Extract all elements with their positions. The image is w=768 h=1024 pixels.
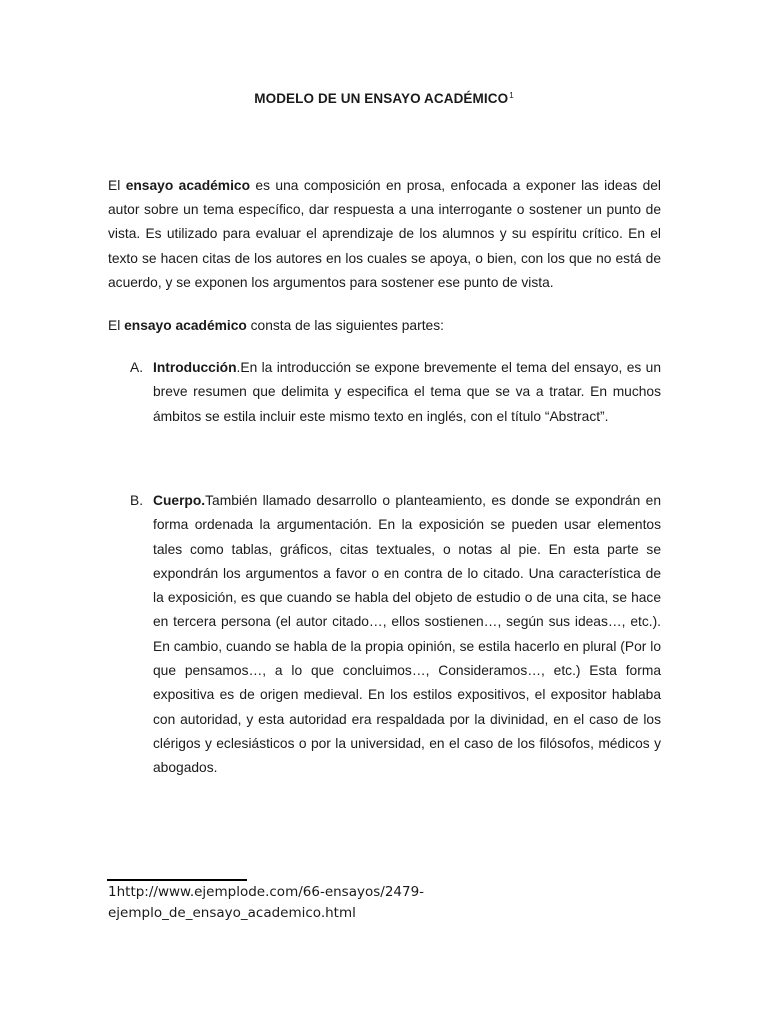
intro-lead: El xyxy=(108,178,126,193)
parts-intro-bold-term: ensayo académico xyxy=(124,318,247,333)
list-item-heading: Introducción xyxy=(153,360,237,375)
intro-bold-term: ensayo académico xyxy=(125,178,250,193)
list-item-body xyxy=(153,356,661,429)
document-title xyxy=(0,91,768,106)
title-footnote-ref: 1 xyxy=(509,91,514,100)
list-item-heading: Cuerpo. xyxy=(153,493,206,508)
list-marker: A. xyxy=(130,360,144,375)
parts-intro-body: consta de las siguientes partes: xyxy=(246,318,444,333)
list-item-text: También llamado desarrollo o planteamiento, es donde se expondrán en forma ordenada la argumentación. En la exposición se pueden usar elementos tales como tablas, gráficos, citas textuales, o notas al pie. En esta parte se expondrán los argumentos a favor o en contra de lo citado. Una característica de la exposición, es que cuando se habla del objeto de estudio o de una cita, se hace en tercera persona (el autor citado…, ellos sostienen…, según sus ideas…, etc.). En cambio, cuando se habla de la propia opinión, se estila hacerlo en plural (Por lo que pensamos…, a lo que concluimos…, Consideramos…, etc.) Esta forma expositiva es de origen medieval. En los estilos expositivos, el expositor hablaba con autoridad, y esta autoridad era respaldada por la divinidad, en el caso de los clérigos y eclesiásticos o por la universidad, en el caso de los filósofos, médicos y abogados. xyxy=(153,493,661,776)
footnote-separator xyxy=(107,879,247,881)
title-text: MODELO DE UN ENSAYO ACADÉMICO xyxy=(254,91,509,106)
intro-body: es una composición en prosa, enfocada a exponer las ideas del autor sobre un tema específico, dar respuesta a una interrogante o sostener un punto de vista. Es utilizado para evaluar el aprendizaje de los alumnos y su espíritu crítico. En el texto se hacen citas de los autores en los cuales se apoya, o bien, con los que no está de acuerdo, y se exponen los argumentos para sostener ese punto de vista. xyxy=(108,178,661,290)
list-item-body xyxy=(153,489,661,781)
intro-paragraph xyxy=(108,174,661,295)
list-item-text: .En la introducción se expone brevemente el tema del ensayo, es un breve resumen que delimita y especifica el tema que se va a tratar. En muchos ámbitos se estila incluir este mismo texto en inglés, con el título “Abstract”. xyxy=(153,360,661,424)
footnote-number: 1 xyxy=(108,884,117,900)
list-marker: B. xyxy=(130,493,144,508)
parts-intro-paragraph xyxy=(108,314,661,338)
footnote-link[interactable]: http://www.ejemplode.com/66-ensayos/2479-ejemplo_de_ensayo_academico.html xyxy=(108,884,425,921)
parts-intro-lead: El xyxy=(108,318,125,333)
list-item-introduccion xyxy=(130,356,661,429)
list-item-cuerpo xyxy=(130,489,661,781)
footnote xyxy=(108,882,528,923)
